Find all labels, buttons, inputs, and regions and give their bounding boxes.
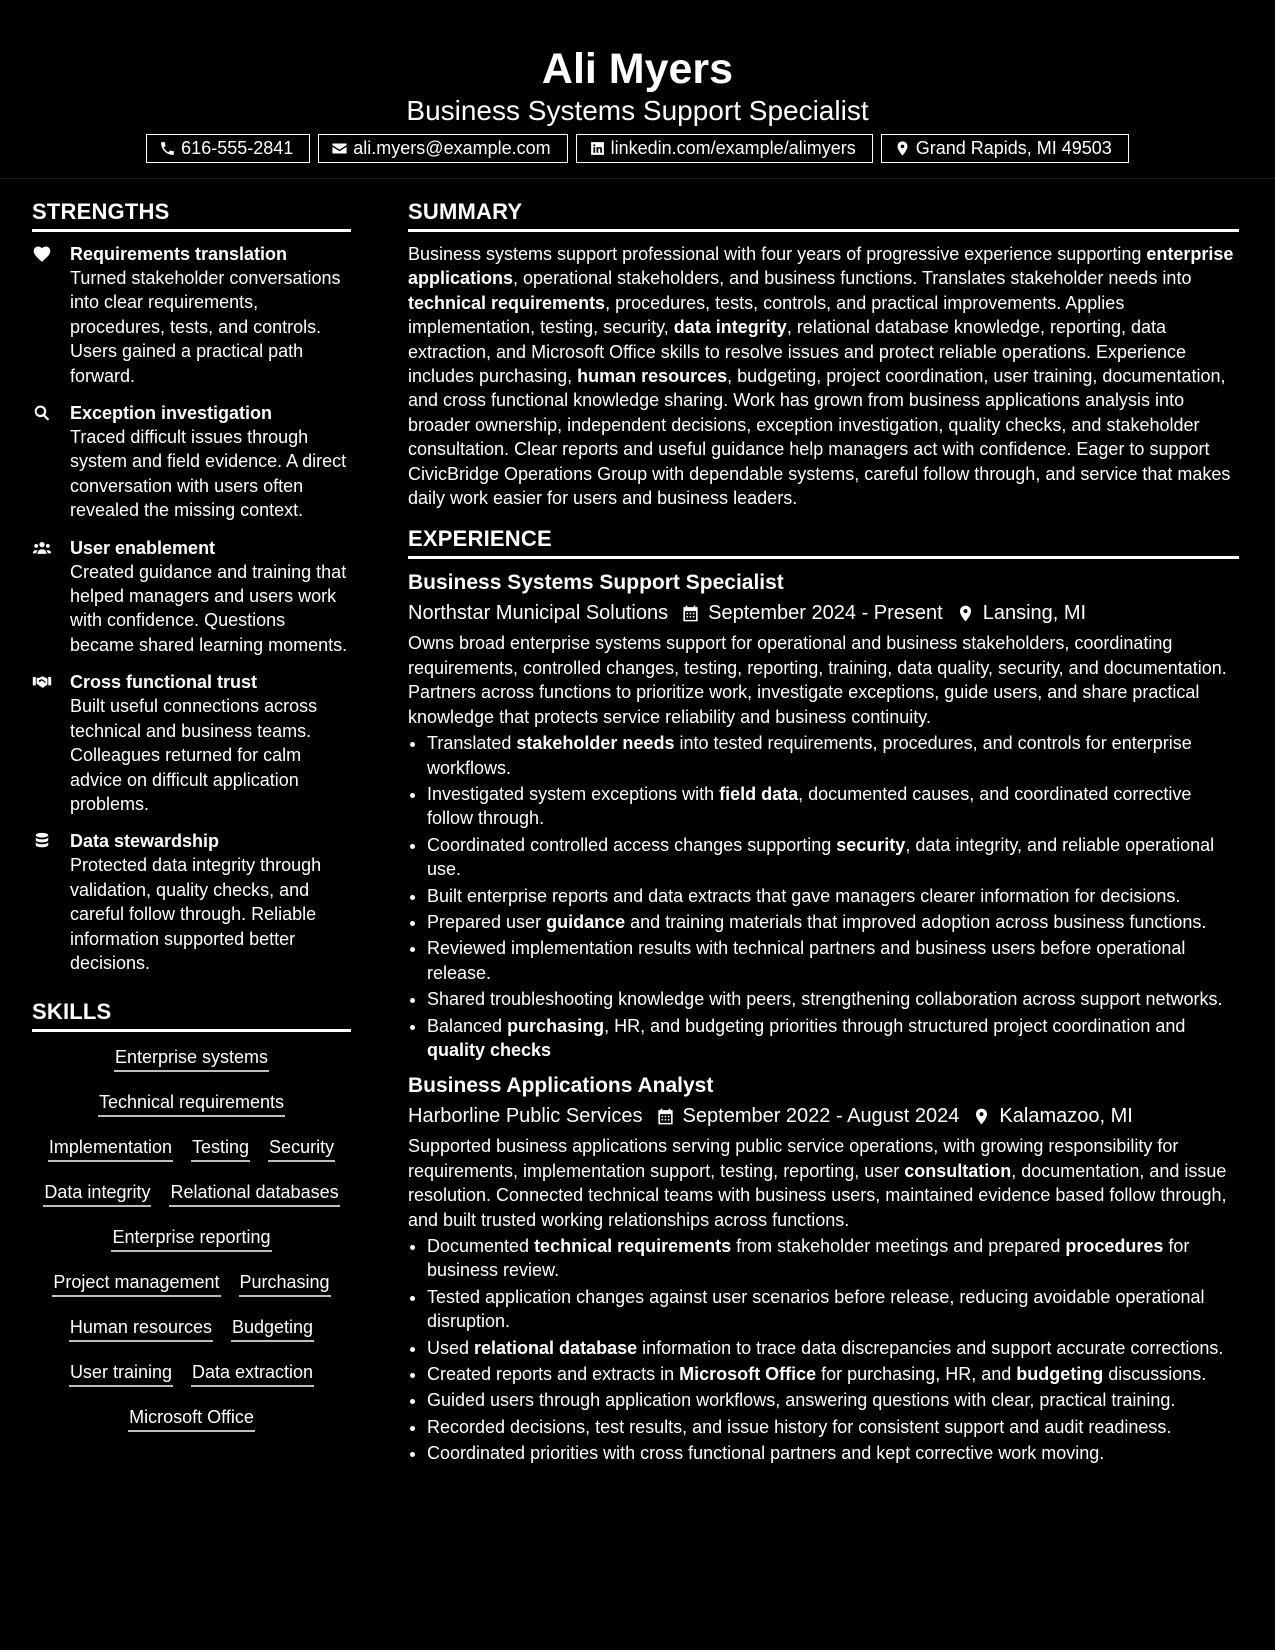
- emphasis-text: procedures: [1065, 1236, 1164, 1256]
- text-run: Built enterprise reports and data extracts that gave managers clearer information for decisions.: [427, 885, 1181, 906]
- text-run: Guided users through application workflows, answering questions with clear, practical training.: [427, 1390, 1176, 1411]
- calendar-icon: [656, 1107, 675, 1126]
- text-run: , HR, and budgeting priorities through structured project coordination and: [604, 1015, 1186, 1036]
- database-icon: [32, 831, 52, 851]
- text-run: , data integrity, and reliable operational use.: [427, 834, 1215, 880]
- text-run: Tested application changes against user scenarios before release, reducing avoidable operational disruption.: [427, 1286, 1205, 1332]
- envelope-icon: [331, 140, 348, 157]
- heart-icon: [32, 244, 52, 264]
- bullet-item: [427, 731, 1239, 780]
- text-run: information to trace data discrepancies and support accurate corrections.: [637, 1337, 1224, 1358]
- job-dates: September 2024 - Present: [708, 602, 943, 625]
- bullet-item: [427, 833, 1239, 882]
- text-run: Prepared user: [427, 911, 547, 932]
- text-run: from stakeholder meetings and prepared: [731, 1236, 1066, 1256]
- bullet-item: [427, 782, 1239, 831]
- text-run: , budgeting, project coordination, user training, documentation, and cross functional knowledge sharing. Work has grown from business applications analysis into broader ownership, independent decisions, exception investigation, quality checks, and stakeholder consultation. Clear reports and useful guidance help managers act with confidence. Eager to support CivicBridge Operations Group with dependable systems, careful follow through, and service that makes daily work easier for users and business leaders.: [408, 366, 1231, 509]
- bullet-item: [427, 1234, 1239, 1283]
- bullet-item: [427, 1336, 1239, 1360]
- text-run: Created reports and extracts in: [427, 1364, 680, 1385]
- main-column: [408, 197, 1239, 1476]
- bullet-item: [427, 936, 1239, 985]
- linkedin-icon: [589, 140, 606, 157]
- text-run: Coordinated controlled access changes supporting: [427, 834, 837, 855]
- text-run: discussions.: [1103, 1364, 1207, 1385]
- text-run: for purchasing, HR, and: [816, 1364, 1017, 1385]
- job-title: Business Systems Support Specialist: [408, 571, 784, 595]
- text-run: Supported business applications serving public service operations, with growing responsibility for requirements, implementation support, testing, reporting, user: [408, 1136, 1179, 1181]
- text-run: Owns broad enterprise systems support for operational and business stakeholders, coordinating requirements, controlled changes, testing, reporting, training, data quality, security, and documentation. Partners across functions to prioritize work, investigate exceptions, guide users, and share practical knowledge that protects service reliability and business continuity.: [408, 633, 1227, 727]
- skill-tag: Data integrity: [43, 1180, 151, 1207]
- emphasis-text: field data: [719, 783, 799, 804]
- location-text: Grand Rapids, MI 49503: [915, 138, 1112, 158]
- bullet-item: [427, 1415, 1239, 1439]
- text-run: Balanced: [427, 1015, 508, 1036]
- text-run: Recorded decisions, test results, and issue history for consistent support and audit readiness.: [427, 1416, 1172, 1437]
- contact-linkedin[interactable]: [576, 134, 873, 163]
- job-bullets: [408, 731, 1239, 1062]
- skill-tag: Relational databases: [169, 1180, 339, 1207]
- email-text: ali.myers@example.com: [353, 138, 551, 158]
- strength-desc: Built useful connections across technical and business teams. Colleagues returned for calm advice on difficult application problems.: [70, 696, 318, 814]
- emphasis-text: Microsoft Office: [679, 1364, 817, 1385]
- bullet-item: [427, 884, 1239, 908]
- strength-desc: Turned stakeholder conversations into clear requirements, procedures, tests, and controls. Users gained a practical path forward.: [70, 268, 341, 386]
- job-description: [408, 631, 1239, 729]
- strength-title: Data stewardship: [70, 831, 220, 852]
- skill-tag: Testing: [191, 1135, 250, 1162]
- emphasis-text: stakeholder needs: [516, 733, 675, 754]
- calendar-icon: [681, 604, 700, 623]
- strength-title: User enablement: [70, 537, 216, 558]
- skill-tag: Enterprise reporting: [111, 1225, 271, 1252]
- emphasis-text: security: [836, 834, 906, 855]
- summary-text: [408, 242, 1239, 510]
- contact-location[interactable]: [881, 134, 1129, 163]
- summary-heading: SUMMARY: [408, 197, 1239, 232]
- skill-tag: Technical requirements: [98, 1090, 285, 1117]
- strength-desc: Created guidance and training that helped managers and users work with confidence. Questions became shared learning moments.: [70, 561, 348, 655]
- text-run: Documented: [427, 1236, 535, 1256]
- job-title: Business Applications Analyst: [408, 1074, 714, 1098]
- skill-tag: Enterprise systems: [114, 1045, 269, 1072]
- text-run: , relational database knowledge, reporting, data extraction, and Microsoft Office skills to resolve issues and protect reliable operations. Experience includes purchasing,: [408, 317, 1187, 387]
- text-run: Business systems support professional with four years of progressive experience supporting: [408, 244, 1147, 264]
- emphasis-text: data integrity: [673, 317, 787, 338]
- emphasis-text: relational database: [474, 1337, 638, 1358]
- bullet-item: [427, 987, 1239, 1011]
- text-run: , documented causes, and coordinated corrective follow through.: [427, 783, 1192, 829]
- emphasis-text: quality checks: [427, 1039, 552, 1060]
- text-run: into tested requirements, procedures, and controls for enterprise workflows.: [427, 733, 1192, 778]
- experience-heading: EXPERIENCE: [408, 524, 1239, 559]
- skill-tag: Project management: [52, 1270, 220, 1297]
- strength-desc: Protected data integrity through validation, quality checks, and careful follow through. Reliable information supported better decisions.: [70, 855, 322, 973]
- emphasis-text: purchasing: [507, 1015, 605, 1036]
- job-meta: [408, 598, 1239, 628]
- contact-email[interactable]: [318, 134, 567, 163]
- strength-title: Exception investigation: [70, 403, 273, 424]
- candidate-name: Ali Myers: [541, 45, 734, 93]
- bullet-item: [427, 1362, 1239, 1386]
- job-location: Lansing, MI: [982, 602, 1087, 625]
- emphasis-text: technical requirements: [408, 292, 606, 313]
- text-run: Used: [427, 1337, 475, 1358]
- text-run: , procedures, tests, controls, and practical improvements. Applies implementation, testing, security,: [408, 292, 1125, 338]
- skills-heading: SKILLS: [32, 997, 351, 1032]
- skill-tag: Purchasing: [239, 1270, 331, 1297]
- text-run: Shared troubleshooting knowledge with peers, strengthening collaboration across support networks.: [427, 989, 1223, 1010]
- skill-tag: Security: [268, 1135, 335, 1162]
- strength-item: [32, 829, 351, 975]
- emphasis-text: budgeting: [1016, 1364, 1104, 1385]
- strength-title: Cross functional trust: [70, 672, 258, 693]
- bullet-item: [427, 1441, 1239, 1465]
- text-run: , documentation, and issue resolution. Connected technical teams with business users, maintained evidence based follow through, and built trusted working relationships across functions.: [408, 1160, 1227, 1230]
- bullet-item: [427, 1014, 1239, 1063]
- search-icon: [32, 403, 52, 423]
- job-meta: [408, 1101, 1239, 1131]
- text-run: Coordinated priorities with cross functional partners and kept corrective work moving.: [427, 1443, 1105, 1464]
- emphasis-text: human resources: [577, 366, 728, 387]
- strength-item: [32, 401, 351, 523]
- phone-icon: [159, 140, 176, 157]
- skill-tag: Microsoft Office: [128, 1405, 255, 1432]
- skill-tag: Data extraction: [191, 1360, 314, 1387]
- contact-phone[interactable]: [146, 134, 310, 163]
- map-marker-icon: [894, 140, 911, 157]
- strength-item: [32, 536, 351, 658]
- strength-title: Requirements translation: [70, 244, 288, 264]
- job-company: Harborline Public Services: [408, 1105, 643, 1128]
- skill-tag: Human resources: [69, 1315, 213, 1342]
- contact-bar: [0, 134, 1275, 163]
- candidate-headline: Business Systems Support Specialist: [406, 95, 869, 126]
- text-run: Investigated system exceptions with: [427, 783, 720, 804]
- job-description: [408, 1134, 1239, 1232]
- emphasis-text: consultation: [904, 1160, 1012, 1181]
- text-run: Translated: [427, 733, 517, 754]
- skills-list: [32, 1042, 351, 1447]
- job-location: Kalamazoo, MI: [999, 1105, 1133, 1128]
- text-run: for business review.: [427, 1236, 1190, 1281]
- job-bullets: [408, 1234, 1239, 1466]
- bullet-item: [427, 1285, 1239, 1334]
- strengths-heading: STRENGTHS: [32, 197, 351, 232]
- map-marker-icon: [956, 604, 975, 623]
- sidebar: [32, 197, 351, 1447]
- job-entry: [408, 569, 1239, 1062]
- bullet-item: [427, 910, 1239, 934]
- resume-header: [0, 0, 1275, 179]
- bullet-item: [427, 1388, 1239, 1412]
- text-run: , operational stakeholders, and business functions. Translates stakeholder needs into: [513, 268, 1192, 289]
- emphasis-text: guidance: [546, 911, 626, 932]
- job-entry: [408, 1072, 1239, 1465]
- map-marker-icon: [972, 1107, 991, 1126]
- job-company: Northstar Municipal Solutions: [408, 602, 669, 625]
- strength-item: [32, 670, 351, 816]
- handshake-icon: [32, 672, 52, 692]
- emphasis-text: enterprise applications: [408, 244, 1234, 289]
- strength-item: [32, 242, 351, 388]
- skill-tag: Implementation: [48, 1135, 173, 1162]
- strength-desc: Traced difficult issues through system and field evidence. A direct conversation with users often revealed the missing context.: [70, 427, 347, 521]
- users-icon: [32, 538, 52, 558]
- skill-tag: Budgeting: [231, 1315, 314, 1342]
- job-dates: September 2022 - August 2024: [682, 1105, 960, 1128]
- text-run: Reviewed implementation results with technical partners and business users before operational release.: [427, 938, 1186, 983]
- text-run: and training materials that improved adoption across business functions.: [625, 911, 1207, 932]
- phone-text: 616-555-2841: [181, 138, 294, 158]
- emphasis-text: technical requirements: [534, 1236, 732, 1256]
- linkedin-text: linkedin.com/example/alimyers: [610, 138, 856, 158]
- skill-tag: User training: [69, 1360, 173, 1387]
